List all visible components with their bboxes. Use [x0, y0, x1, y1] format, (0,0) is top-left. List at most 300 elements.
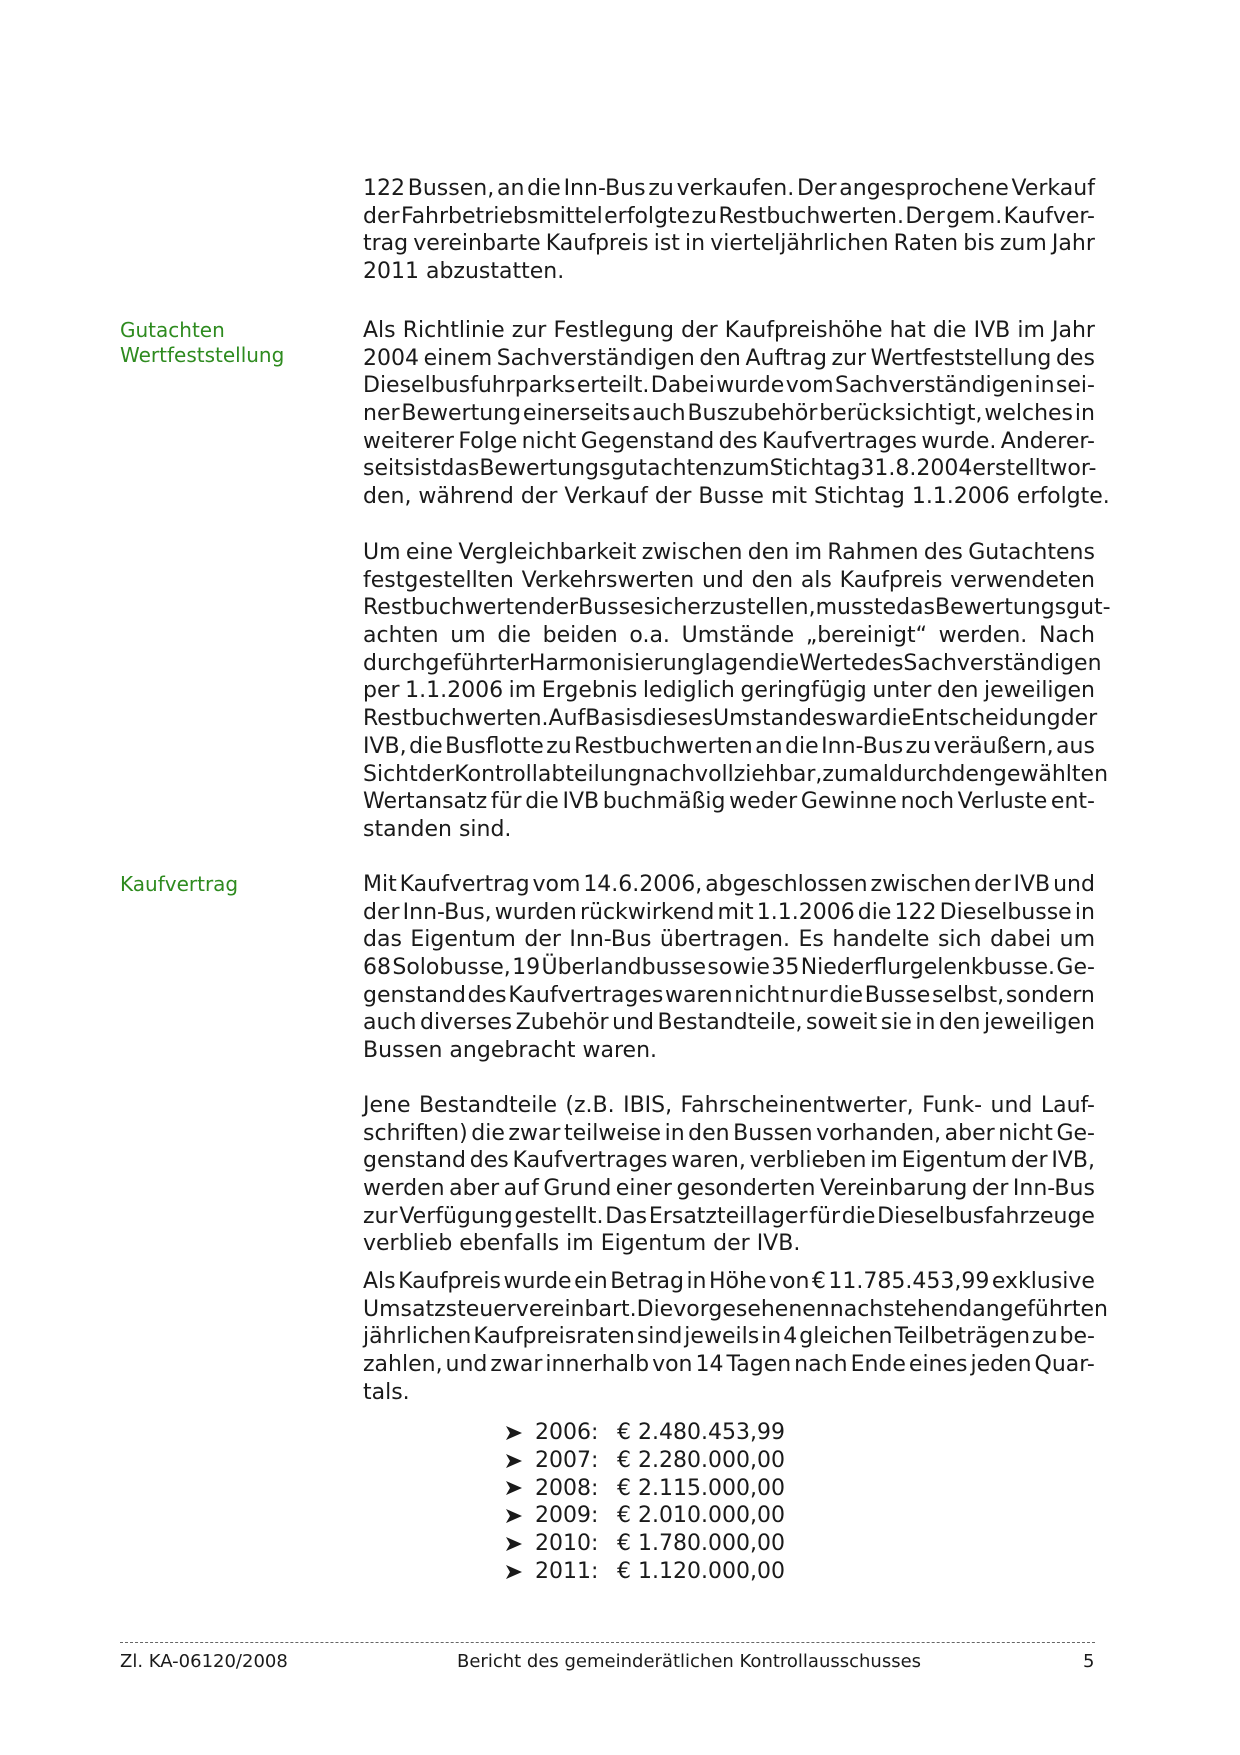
word: soweit — [806, 1010, 878, 1036]
word: Kaufvertrages — [762, 428, 917, 454]
word: handelte — [832, 927, 930, 953]
word: Jene — [363, 1093, 411, 1118]
word: als — [800, 567, 832, 593]
word: der — [417, 761, 455, 787]
side-label-line: Kaufvertrag — [120, 872, 239, 896]
word: achten — [363, 623, 439, 649]
word: Verluste — [957, 789, 1048, 815]
word: selbst, — [932, 982, 1005, 1008]
word: 122 — [894, 899, 937, 925]
word: nachvollziehbar, — [641, 761, 823, 787]
text-line — [363, 899, 1095, 927]
arrow-bullet-icon — [505, 1564, 535, 1580]
word: Stichtag — [769, 456, 861, 482]
word: auch — [632, 401, 686, 427]
text-line — [363, 733, 1095, 761]
word: in — [1074, 401, 1095, 427]
text-line — [363, 428, 1095, 456]
text-line: tals. — [363, 1379, 410, 1405]
word: aber — [449, 1176, 500, 1202]
word: Gegenstand — [580, 428, 715, 454]
word: zahlen, — [363, 1352, 443, 1378]
word: erstellt — [972, 456, 1050, 482]
paragraph-verkauf — [363, 175, 1095, 286]
word: Betrag — [610, 1269, 684, 1294]
word: „bereinigt“ — [805, 623, 927, 649]
word: zur — [363, 1203, 398, 1229]
word: nicht — [998, 1120, 1053, 1146]
text-line: 2011 abzustatten. — [363, 259, 565, 285]
word: des — [718, 428, 758, 454]
word: Kaufvertrages — [508, 982, 664, 1008]
word: des — [467, 982, 507, 1008]
word: verwendeten — [950, 567, 1095, 593]
word: zumal — [822, 761, 889, 787]
word: wurde — [716, 373, 785, 399]
word: o.a. — [629, 623, 670, 649]
word: den — [699, 345, 741, 371]
word: Buszubehör — [687, 401, 818, 427]
rate-amount: € 2.010.000,00 — [617, 1503, 785, 1529]
text-line — [363, 871, 1095, 899]
word: der — [1060, 706, 1098, 732]
word: Inn-Bus, — [402, 899, 492, 925]
text-line — [363, 622, 1095, 650]
word: musste — [815, 595, 897, 621]
text-line — [363, 761, 1109, 789]
word: ner — [363, 401, 400, 427]
word: Inn-Bus — [563, 176, 646, 201]
word: in — [686, 1269, 707, 1294]
word: Eigentum — [901, 1148, 1008, 1174]
word: IVB — [1013, 872, 1051, 897]
word: jeden — [970, 1352, 1032, 1378]
word: diverses — [419, 1010, 513, 1036]
word: wurden — [494, 899, 577, 925]
word: Busse — [578, 595, 644, 621]
word: 35 — [771, 955, 800, 981]
paragraph-bestandteile — [363, 1092, 1095, 1258]
word: war — [837, 706, 878, 732]
word: Folge — [458, 428, 518, 454]
word: zur — [831, 345, 867, 371]
word: die — [841, 1203, 876, 1229]
word: Tagen — [726, 1352, 792, 1378]
text-line — [363, 1351, 1095, 1379]
word: Busflotte — [445, 733, 544, 759]
word: der — [541, 595, 579, 621]
word: die — [765, 650, 800, 676]
word: die — [785, 733, 819, 759]
word: den — [951, 761, 993, 787]
word: sie — [880, 1010, 912, 1036]
word: zur — [511, 318, 547, 343]
word: vorhanden, — [816, 1120, 942, 1146]
word: den — [937, 678, 979, 704]
word: Verkauf — [1011, 176, 1095, 201]
text-line — [363, 400, 1095, 428]
word: buchmäßig — [602, 789, 726, 815]
rate-amount: € 1.120.000,00 — [617, 1558, 785, 1584]
word: in — [685, 231, 706, 257]
word: beiden — [542, 623, 618, 649]
word: IBIS, — [623, 1093, 673, 1118]
word: und — [612, 1010, 654, 1036]
word: Umstände — [681, 623, 795, 649]
word: durch — [888, 761, 952, 787]
word: werden — [363, 1176, 445, 1202]
word: Grund — [543, 1176, 612, 1202]
word: ent- — [1050, 789, 1095, 815]
word: unter — [872, 678, 932, 704]
word: verkaufen. — [676, 176, 795, 201]
word: Dieselbusfahrzeuge — [877, 1203, 1095, 1229]
word: 68 — [363, 955, 391, 981]
word: an — [755, 733, 783, 759]
word: noch — [900, 789, 955, 815]
word: angesprochene — [839, 176, 1009, 201]
word: nur — [790, 982, 828, 1008]
word: festgestellten — [363, 567, 514, 593]
paragraph-kaufvertrag — [363, 871, 1095, 1065]
word: im — [870, 1148, 898, 1174]
word: sind — [636, 1324, 683, 1350]
word: Sachverständigen — [834, 373, 1034, 399]
word: Wertfeststellung — [870, 345, 1052, 371]
word: Anderer- — [1000, 428, 1095, 454]
text-line — [363, 539, 1095, 567]
word: den — [751, 567, 794, 593]
rate-amount: € 2.115.000,00 — [617, 1475, 785, 1501]
word: vierteljährlichen — [710, 231, 889, 257]
side-label-line: Gutachten — [120, 318, 225, 342]
word: Kaufver- — [1003, 203, 1095, 229]
word: zu — [648, 176, 674, 201]
word: 14 — [695, 1352, 724, 1378]
word: wurde. — [921, 428, 997, 454]
paragraph-richtlinie — [363, 317, 1110, 511]
word: Harmonisierung — [528, 650, 705, 676]
paragraph-kaufpreis — [363, 1268, 1108, 1406]
word: eine — [405, 540, 454, 565]
text-line — [363, 982, 1095, 1010]
word: 19 — [512, 955, 541, 981]
word: Kaufvertrages — [512, 1148, 668, 1174]
word: berücksichtigt, — [819, 401, 983, 427]
footer-divider — [120, 1642, 1095, 1643]
word: 2004 — [363, 345, 419, 371]
word: wor- — [1049, 456, 1097, 482]
word: Kaufpreis — [839, 567, 943, 593]
list-item — [505, 1502, 785, 1530]
word: be- — [1059, 1324, 1095, 1350]
word: vorgesehenen — [673, 1296, 830, 1322]
word: dieses — [642, 706, 713, 732]
word: Ergebnis — [541, 678, 638, 704]
rate-amount: € 2.280.000,00 — [617, 1447, 785, 1473]
word: lagen — [704, 650, 766, 676]
word: sei- — [1055, 373, 1095, 399]
word: 122 — [363, 176, 405, 201]
arrow-bullet-icon — [505, 1480, 535, 1496]
word: im — [1017, 318, 1045, 343]
word: Restbuchwerten. — [718, 203, 904, 229]
word: sowie — [707, 955, 770, 981]
word: nach — [794, 1352, 848, 1378]
word: einer — [615, 1176, 672, 1202]
word: Bussen, — [407, 176, 495, 201]
text-line — [363, 372, 1095, 400]
word: und — [701, 567, 744, 593]
word: einem — [423, 345, 493, 371]
word: vereinbarte — [413, 231, 541, 257]
word: die — [471, 1120, 505, 1146]
word: gleichen — [799, 1324, 893, 1350]
word: sich — [937, 927, 982, 953]
word: Ge- — [1056, 1120, 1095, 1146]
word: Vergleichbarkeit — [458, 540, 637, 565]
word: abgeschlossen — [705, 872, 868, 897]
word: Kaufpreisraten — [473, 1324, 635, 1350]
rate-year: 2006: — [535, 1420, 599, 1445]
word: den — [938, 1010, 981, 1036]
word: für — [490, 789, 522, 815]
word: Sicht — [363, 761, 418, 787]
word: Verkehrswerten — [521, 567, 695, 593]
word: und — [445, 1352, 488, 1378]
word: 11.785.453,99 — [828, 1269, 990, 1294]
arrow-bullet-icon — [505, 1536, 535, 1552]
side-label-kaufvertrag — [120, 872, 340, 897]
word: um — [450, 623, 486, 649]
word: schriften) — [363, 1120, 468, 1146]
word: Umstandes — [713, 706, 838, 732]
word: waren, — [671, 1148, 746, 1174]
word: geringfügig — [740, 678, 867, 704]
text-line — [363, 230, 1095, 258]
word: Mit — [363, 872, 397, 897]
word: Basis — [585, 706, 643, 732]
word: die — [527, 176, 561, 201]
text-line — [363, 1092, 1095, 1120]
word: Der — [905, 203, 945, 229]
text-line — [363, 594, 1111, 622]
word: genstand — [363, 982, 466, 1008]
word: Dabei — [650, 373, 715, 399]
text-line: verblieb ebenfalls im Eigentum der IVB. — [363, 1231, 801, 1257]
word: verblieben — [749, 1148, 867, 1174]
list-item — [505, 1558, 785, 1586]
word: an — [496, 176, 525, 201]
word: Fahrscheinentwerter, — [680, 1093, 914, 1118]
word: mit — [717, 899, 754, 925]
text-line — [363, 455, 1095, 483]
word: gem. — [946, 203, 1003, 229]
word: Kaufpreishöhe — [724, 318, 883, 343]
text-line — [363, 567, 1095, 595]
word: des — [923, 540, 963, 565]
text-line — [363, 1323, 1095, 1351]
word: der — [524, 927, 561, 953]
word: für — [809, 1203, 840, 1229]
arrow-bullet-icon — [505, 1453, 535, 1469]
word: nachstehend — [829, 1296, 973, 1322]
text-line — [363, 788, 1095, 816]
word: Restbuchwerten — [574, 733, 753, 759]
word: 1.1.2006 — [405, 678, 504, 704]
word: Sachverständigen — [903, 650, 1102, 676]
word: zu — [546, 733, 572, 759]
word: von — [652, 1352, 693, 1378]
text-line: den, während der Verkauf der Busse mit Stichtag 1.1.2006 erfolgte. — [363, 484, 1110, 510]
word: und — [1053, 872, 1095, 897]
word: die — [409, 733, 443, 759]
word: in — [915, 1010, 936, 1036]
text-line — [363, 1147, 1095, 1175]
word: IVB — [973, 318, 1011, 343]
word: eines — [908, 1352, 968, 1378]
word: Inn-Bus — [1012, 1176, 1095, 1202]
word: ist — [414, 456, 441, 482]
word: rückwirkend — [579, 899, 715, 925]
text-line — [363, 1296, 1108, 1324]
word: Das — [605, 1203, 648, 1229]
text-line — [363, 954, 1095, 982]
word: 14.6.2006, — [583, 872, 703, 897]
word: vom — [785, 373, 834, 399]
word: Bewertungsgutachten — [479, 456, 723, 482]
word: Umsatzsteuer — [363, 1296, 516, 1322]
word: weiterer — [363, 428, 454, 454]
arrow-bullet-icon — [505, 1425, 535, 1441]
word: hat — [889, 318, 926, 343]
word: angeführten — [972, 1296, 1108, 1322]
word: Vereinbarung — [819, 1176, 968, 1202]
word: Restbuchwerten — [363, 595, 542, 621]
word: die — [857, 899, 892, 925]
text-line: Bussen angebracht waren. — [363, 1038, 658, 1064]
word: Als — [363, 318, 396, 343]
word: Niederflurgelenkbusse. — [800, 955, 1056, 981]
word: des — [469, 1148, 509, 1174]
word: wurde — [503, 1269, 572, 1294]
word: Rahmen — [827, 540, 919, 565]
word: zu — [691, 203, 718, 229]
word: in — [1074, 899, 1095, 925]
word: zum — [722, 456, 770, 482]
word: Verfügung — [399, 1203, 513, 1229]
word: zwar — [508, 1120, 561, 1146]
word: zum — [999, 231, 1047, 257]
word: Bestandteile, — [657, 1010, 803, 1036]
word: exklusive — [991, 1269, 1095, 1294]
word: aber — [944, 1120, 995, 1146]
word: Es — [798, 927, 824, 953]
text-line — [363, 1203, 1095, 1231]
text-line — [363, 677, 1095, 705]
word: vereinbart. — [515, 1296, 637, 1322]
word: der — [971, 1176, 1009, 1202]
word: ein — [574, 1269, 608, 1294]
word: lediglich — [642, 678, 735, 704]
word: bis — [963, 231, 995, 257]
word: Kontrollabteilung — [454, 761, 642, 787]
side-label-line: Wertfeststellung — [120, 343, 285, 367]
word: Dieselbusse — [939, 899, 1072, 925]
word: des — [1055, 345, 1095, 371]
word: Höhe — [709, 1269, 767, 1294]
word: zu — [905, 733, 932, 759]
word: Busse — [864, 982, 931, 1008]
word: jährlichen — [363, 1324, 472, 1350]
word: der — [974, 872, 1011, 897]
rate-year: 2007: — [535, 1447, 599, 1473]
word: Die — [636, 1296, 674, 1322]
word: teilweise — [564, 1120, 662, 1146]
footer-reference: Zl. KA-06120/2008 — [120, 1651, 288, 1672]
page-number: 5 — [1083, 1651, 1095, 1672]
rate-year: 2008: — [535, 1475, 599, 1501]
word: Wertansatz — [363, 789, 488, 815]
side-label-gutachten — [120, 318, 340, 368]
word: Gewinne — [800, 789, 897, 815]
word: jeweiligen — [984, 678, 1095, 704]
word: Kaufpreis — [545, 231, 649, 257]
word: Als — [363, 1269, 396, 1294]
word: zwischen — [641, 540, 743, 565]
word: jeweils — [684, 1324, 760, 1350]
footer-title: Bericht des gemeinderätlichen Kontrollausschusses — [457, 1651, 922, 1672]
text-line — [363, 926, 1095, 954]
word: Lauf- — [1040, 1093, 1095, 1118]
word: Fahrbetriebsmittel — [400, 203, 603, 229]
word: den — [747, 540, 790, 565]
text-line — [363, 1009, 1095, 1037]
text-line — [363, 175, 1095, 203]
word: einerseits — [522, 401, 631, 427]
word: die — [877, 706, 912, 732]
word: 31.8.2004 — [860, 456, 973, 482]
rate-amount: € 1.780.000,00 — [617, 1531, 785, 1557]
word: das — [363, 927, 402, 953]
text-line — [363, 317, 1095, 345]
word: 1.1.2006 — [756, 899, 855, 925]
rate-year: 2010: — [535, 1531, 599, 1557]
word: Dieselbusfuhrparks — [363, 373, 576, 399]
word: Auf — [548, 706, 586, 732]
word: den — [688, 1120, 730, 1146]
word: Inn-Bus — [821, 733, 904, 759]
word: Bussen — [733, 1120, 813, 1146]
word: Nach — [1038, 623, 1095, 649]
rate-amount: € 2.480.453,99 — [617, 1420, 785, 1445]
word: Der — [797, 176, 837, 201]
word: Gutachtens — [968, 540, 1095, 565]
list-item — [505, 1447, 785, 1475]
word: vom — [532, 872, 581, 897]
word: nicht — [521, 428, 577, 454]
word: € — [811, 1269, 826, 1294]
word: waren — [665, 982, 733, 1008]
paragraph-vergleichbarkeit — [363, 539, 1111, 844]
rate-year: 2011: — [535, 1558, 599, 1584]
word: Kaufpreis — [398, 1269, 501, 1294]
word: in — [761, 1324, 782, 1350]
word: auf — [503, 1176, 539, 1202]
word: die — [497, 623, 531, 649]
word: per — [363, 678, 400, 704]
rates-list — [505, 1419, 785, 1586]
